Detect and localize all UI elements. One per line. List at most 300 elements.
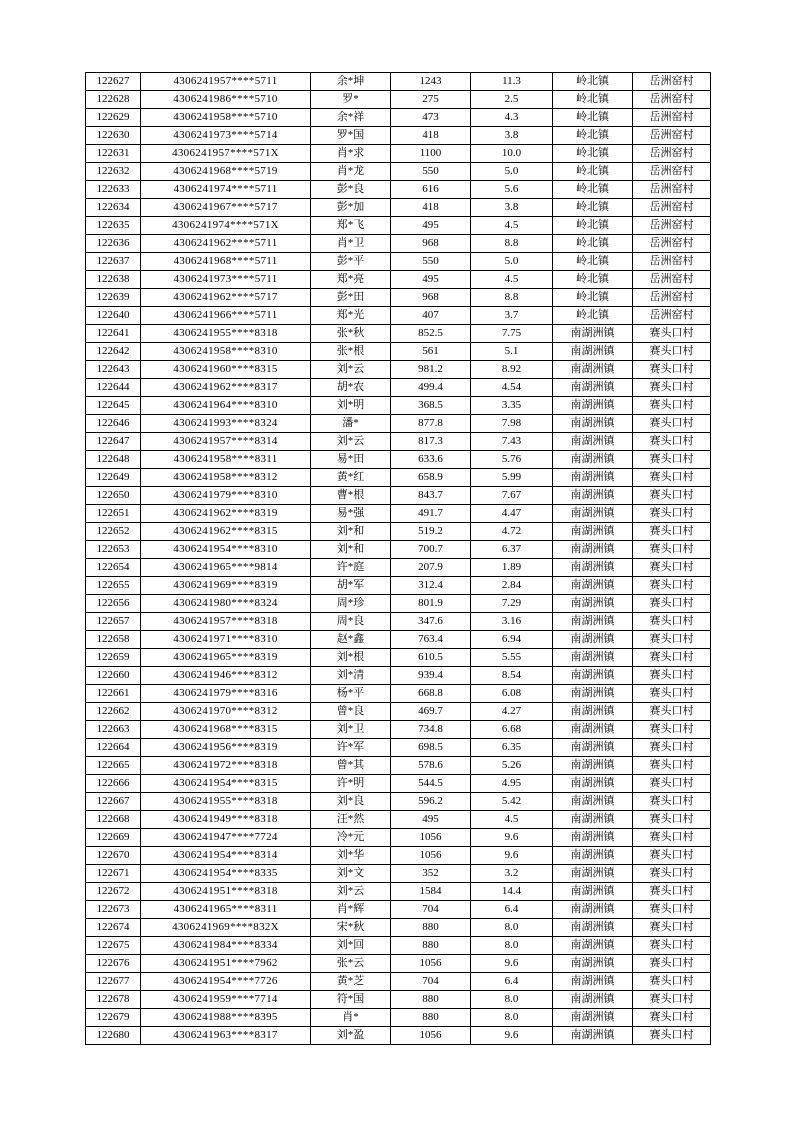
cell-sequence-number: 122666: [86, 775, 141, 793]
cell-town: 南湖洲镇: [553, 361, 633, 379]
cell-masked-id-number: 4306241971****8310: [141, 631, 311, 649]
cell-amount: 1100: [391, 145, 471, 163]
table-row: [86, 163, 711, 181]
table-row: [86, 793, 711, 811]
cell-town: 南湖洲镇: [553, 1027, 633, 1045]
cell-masked-id-number: 4306241957****8314: [141, 433, 311, 451]
cell-town: 南湖洲镇: [553, 577, 633, 595]
table-row: [86, 559, 711, 577]
cell-amount: 734.8: [391, 721, 471, 739]
cell-sequence-number: 122649: [86, 469, 141, 487]
cell-masked-id-number: 4306241974****5711: [141, 181, 311, 199]
table-row: [86, 1009, 711, 1027]
cell-village: 赛头口村: [633, 775, 711, 793]
cell-masked-id-number: 4306241968****8315: [141, 721, 311, 739]
table-row: [86, 811, 711, 829]
cell-area: 7.98: [471, 415, 553, 433]
cell-town: 南湖洲镇: [553, 1009, 633, 1027]
cell-village: 赛头口村: [633, 955, 711, 973]
table-row: [86, 109, 711, 127]
cell-masked-id-number: 4306241957****8318: [141, 613, 311, 631]
table-row: [86, 145, 711, 163]
cell-amount: 347.6: [391, 613, 471, 631]
cell-area: 4.72: [471, 523, 553, 541]
cell-masked-name: 彭*田: [311, 289, 391, 307]
cell-masked-name: 曾*良: [311, 703, 391, 721]
table-body: [86, 73, 711, 1045]
cell-amount: 801.9: [391, 595, 471, 613]
cell-area: 4.54: [471, 379, 553, 397]
cell-masked-id-number: 4306241965****9814: [141, 559, 311, 577]
table-row: [86, 613, 711, 631]
table-row: [86, 1027, 711, 1045]
cell-town: 南湖洲镇: [553, 973, 633, 991]
table-row: [86, 649, 711, 667]
cell-amount: 880: [391, 937, 471, 955]
cell-area: 5.6: [471, 181, 553, 199]
cell-sequence-number: 122678: [86, 991, 141, 1009]
cell-area: 4.5: [471, 271, 553, 289]
cell-amount: 561: [391, 343, 471, 361]
cell-masked-name: 易*强: [311, 505, 391, 523]
subsidy-roster-table: [85, 72, 711, 1045]
cell-masked-id-number: 4306241979****8310: [141, 487, 311, 505]
cell-masked-name: 刘*和: [311, 523, 391, 541]
cell-amount: 633.6: [391, 451, 471, 469]
cell-village: 赛头口村: [633, 883, 711, 901]
cell-village: 赛头口村: [633, 361, 711, 379]
table-row: [86, 937, 711, 955]
cell-masked-id-number: 4306241958****8310: [141, 343, 311, 361]
cell-village: 岳洲窑村: [633, 235, 711, 253]
cell-area: 9.6: [471, 1027, 553, 1045]
cell-area: 2.84: [471, 577, 553, 595]
cell-masked-id-number: 4306241962****8315: [141, 523, 311, 541]
cell-sequence-number: 122635: [86, 217, 141, 235]
cell-sequence-number: 122627: [86, 73, 141, 91]
cell-sequence-number: 122630: [86, 127, 141, 145]
cell-village: 赛头口村: [633, 505, 711, 523]
cell-masked-id-number: 4306241954****8314: [141, 847, 311, 865]
table-row: [86, 577, 711, 595]
cell-sequence-number: 122660: [86, 667, 141, 685]
cell-masked-id-number: 4306241979****8316: [141, 685, 311, 703]
cell-amount: 495: [391, 217, 471, 235]
cell-masked-id-number: 4306241954****8315: [141, 775, 311, 793]
cell-town: 南湖洲镇: [553, 955, 633, 973]
cell-masked-name: 赵*鑫: [311, 631, 391, 649]
cell-sequence-number: 122634: [86, 199, 141, 217]
cell-sequence-number: 122644: [86, 379, 141, 397]
cell-masked-id-number: 4306241965****8311: [141, 901, 311, 919]
cell-village: 赛头口村: [633, 613, 711, 631]
cell-village: 岳洲窑村: [633, 181, 711, 199]
cell-sequence-number: 122631: [86, 145, 141, 163]
cell-amount: 418: [391, 199, 471, 217]
cell-sequence-number: 122641: [86, 325, 141, 343]
cell-sequence-number: 122667: [86, 793, 141, 811]
table-row: [86, 505, 711, 523]
cell-amount: 578.6: [391, 757, 471, 775]
table-row: [86, 415, 711, 433]
cell-area: 4.3: [471, 109, 553, 127]
cell-sequence-number: 122639: [86, 289, 141, 307]
cell-area: 6.37: [471, 541, 553, 559]
cell-masked-name: 郑*光: [311, 307, 391, 325]
cell-amount: 610.5: [391, 649, 471, 667]
cell-masked-name: 刘*回: [311, 937, 391, 955]
cell-amount: 852.5: [391, 325, 471, 343]
cell-area: 4.5: [471, 217, 553, 235]
cell-village: 赛头口村: [633, 649, 711, 667]
cell-masked-name: 刘*云: [311, 433, 391, 451]
cell-town: 南湖洲镇: [553, 451, 633, 469]
cell-amount: 1056: [391, 1027, 471, 1045]
cell-sequence-number: 122675: [86, 937, 141, 955]
cell-masked-name: 刘*明: [311, 397, 391, 415]
cell-masked-id-number: 4306241946****8312: [141, 667, 311, 685]
cell-amount: 968: [391, 235, 471, 253]
cell-town: 南湖洲镇: [553, 721, 633, 739]
table-row: [86, 541, 711, 559]
cell-masked-id-number: 4306241951****8318: [141, 883, 311, 901]
cell-masked-id-number: 4306241973****5714: [141, 127, 311, 145]
cell-masked-name: 黄*红: [311, 469, 391, 487]
table-row: [86, 631, 711, 649]
cell-masked-id-number: 4306241960****8315: [141, 361, 311, 379]
cell-masked-id-number: 4306241958****5710: [141, 109, 311, 127]
table-row: [86, 73, 711, 91]
cell-area: 4.47: [471, 505, 553, 523]
cell-masked-id-number: 4306241949****8318: [141, 811, 311, 829]
cell-village: 赛头口村: [633, 451, 711, 469]
cell-sequence-number: 122655: [86, 577, 141, 595]
cell-town: 南湖洲镇: [553, 559, 633, 577]
cell-sequence-number: 122676: [86, 955, 141, 973]
cell-sequence-number: 122659: [86, 649, 141, 667]
cell-masked-id-number: 4306241968****5711: [141, 253, 311, 271]
cell-masked-name: 冷*元: [311, 829, 391, 847]
cell-town: 岭北镇: [553, 73, 633, 91]
cell-masked-id-number: 4306241993****8324: [141, 415, 311, 433]
table-row: [86, 307, 711, 325]
cell-masked-id-number: 4306241966****5711: [141, 307, 311, 325]
cell-town: 南湖洲镇: [553, 343, 633, 361]
cell-village: 赛头口村: [633, 1027, 711, 1045]
cell-area: 11.3: [471, 73, 553, 91]
cell-sequence-number: 122653: [86, 541, 141, 559]
table-row: [86, 199, 711, 217]
cell-masked-id-number: 4306241951****7962: [141, 955, 311, 973]
cell-masked-id-number: 4306241974****571X: [141, 217, 311, 235]
cell-masked-name: 彭*良: [311, 181, 391, 199]
cell-village: 岳洲窑村: [633, 73, 711, 91]
cell-village: 岳洲窑村: [633, 163, 711, 181]
cell-area: 4.95: [471, 775, 553, 793]
cell-area: 6.08: [471, 685, 553, 703]
table-row: [86, 361, 711, 379]
cell-area: 6.94: [471, 631, 553, 649]
cell-masked-name: 刘*良: [311, 793, 391, 811]
cell-village: 赛头口村: [633, 703, 711, 721]
cell-masked-id-number: 4306241965****8319: [141, 649, 311, 667]
cell-masked-name: 曾*其: [311, 757, 391, 775]
cell-town: 岭北镇: [553, 217, 633, 235]
cell-sequence-number: 122628: [86, 91, 141, 109]
table-row: [86, 397, 711, 415]
cell-area: 5.55: [471, 649, 553, 667]
cell-area: 7.29: [471, 595, 553, 613]
cell-masked-name: 肖*辉: [311, 901, 391, 919]
cell-masked-id-number: 4306241967****5717: [141, 199, 311, 217]
cell-town: 南湖洲镇: [553, 937, 633, 955]
cell-area: 6.4: [471, 973, 553, 991]
cell-masked-name: 彭*平: [311, 253, 391, 271]
cell-amount: 763.4: [391, 631, 471, 649]
cell-town: 南湖洲镇: [553, 775, 633, 793]
cell-sequence-number: 122668: [86, 811, 141, 829]
cell-village: 岳洲窑村: [633, 127, 711, 145]
cell-sequence-number: 122646: [86, 415, 141, 433]
cell-village: 赛头口村: [633, 991, 711, 1009]
cell-village: 赛头口村: [633, 721, 711, 739]
table-row: [86, 703, 711, 721]
cell-town: 南湖洲镇: [553, 523, 633, 541]
table-row: [86, 829, 711, 847]
cell-area: 8.8: [471, 235, 553, 253]
cell-area: 9.6: [471, 829, 553, 847]
cell-area: 7.75: [471, 325, 553, 343]
cell-amount: 616: [391, 181, 471, 199]
cell-amount: 312.4: [391, 577, 471, 595]
cell-area: 4.27: [471, 703, 553, 721]
cell-area: 9.6: [471, 847, 553, 865]
cell-masked-name: 郑*飞: [311, 217, 391, 235]
cell-town: 岭北镇: [553, 271, 633, 289]
cell-area: 3.35: [471, 397, 553, 415]
cell-town: 岭北镇: [553, 253, 633, 271]
cell-town: 南湖洲镇: [553, 739, 633, 757]
cell-town: 南湖洲镇: [553, 433, 633, 451]
cell-area: 14.4: [471, 883, 553, 901]
cell-amount: 275: [391, 91, 471, 109]
cell-masked-id-number: 4306241963****8317: [141, 1027, 311, 1045]
cell-masked-id-number: 4306241962****5717: [141, 289, 311, 307]
cell-amount: 352: [391, 865, 471, 883]
table-row: [86, 271, 711, 289]
cell-village: 赛头口村: [633, 811, 711, 829]
cell-masked-id-number: 4306241962****8319: [141, 505, 311, 523]
cell-town: 岭北镇: [553, 91, 633, 109]
cell-village: 赛头口村: [633, 379, 711, 397]
table-row: [86, 217, 711, 235]
cell-masked-name: 刘*盈: [311, 1027, 391, 1045]
cell-sequence-number: 122651: [86, 505, 141, 523]
cell-town: 岭北镇: [553, 145, 633, 163]
cell-masked-name: 刘*文: [311, 865, 391, 883]
table-row: [86, 523, 711, 541]
cell-village: 赛头口村: [633, 469, 711, 487]
cell-masked-id-number: 4306241972****8318: [141, 757, 311, 775]
cell-amount: 418: [391, 127, 471, 145]
cell-amount: 491.7: [391, 505, 471, 523]
cell-amount: 1056: [391, 829, 471, 847]
cell-masked-name: 许*庭: [311, 559, 391, 577]
cell-masked-id-number: 4306241954****7726: [141, 973, 311, 991]
table-row: [86, 991, 711, 1009]
cell-amount: 843.7: [391, 487, 471, 505]
cell-amount: 473: [391, 109, 471, 127]
cell-village: 岳洲窑村: [633, 217, 711, 235]
cell-village: 赛头口村: [633, 901, 711, 919]
table-row: [86, 253, 711, 271]
cell-town: 南湖洲镇: [553, 541, 633, 559]
cell-village: 赛头口村: [633, 685, 711, 703]
cell-town: 岭北镇: [553, 181, 633, 199]
cell-masked-name: 周*良: [311, 613, 391, 631]
cell-town: 南湖洲镇: [553, 919, 633, 937]
cell-masked-name: 刘*清: [311, 667, 391, 685]
cell-amount: 880: [391, 991, 471, 1009]
cell-village: 赛头口村: [633, 973, 711, 991]
cell-town: 南湖洲镇: [553, 829, 633, 847]
cell-area: 5.26: [471, 757, 553, 775]
cell-amount: 880: [391, 919, 471, 937]
cell-masked-name: 肖*: [311, 1009, 391, 1027]
cell-village: 岳洲窑村: [633, 271, 711, 289]
cell-village: 赛头口村: [633, 523, 711, 541]
cell-masked-id-number: 4306241956****8319: [141, 739, 311, 757]
table-row: [86, 955, 711, 973]
cell-sequence-number: 122642: [86, 343, 141, 361]
cell-masked-name: 刘*卫: [311, 721, 391, 739]
cell-masked-name: 宋*秋: [311, 919, 391, 937]
cell-town: 岭北镇: [553, 235, 633, 253]
cell-town: 南湖洲镇: [553, 631, 633, 649]
cell-masked-name: 肖*龙: [311, 163, 391, 181]
cell-area: 5.0: [471, 253, 553, 271]
cell-sequence-number: 122663: [86, 721, 141, 739]
cell-masked-id-number: 4306241962****5711: [141, 235, 311, 253]
cell-area: 5.99: [471, 469, 553, 487]
cell-village: 赛头口村: [633, 631, 711, 649]
cell-amount: 519.2: [391, 523, 471, 541]
cell-area: 8.8: [471, 289, 553, 307]
cell-amount: 596.2: [391, 793, 471, 811]
cell-sequence-number: 122656: [86, 595, 141, 613]
table-row: [86, 181, 711, 199]
cell-masked-name: 胡*农: [311, 379, 391, 397]
cell-masked-id-number: 4306241957****571X: [141, 145, 311, 163]
cell-amount: 880: [391, 1009, 471, 1027]
table-row: [86, 91, 711, 109]
cell-town: 南湖洲镇: [553, 379, 633, 397]
cell-masked-name: 刘*根: [311, 649, 391, 667]
cell-town: 南湖洲镇: [553, 847, 633, 865]
cell-amount: 877.8: [391, 415, 471, 433]
cell-village: 岳洲窑村: [633, 253, 711, 271]
cell-town: 南湖洲镇: [553, 505, 633, 523]
cell-village: 赛头口村: [633, 415, 711, 433]
cell-area: 3.2: [471, 865, 553, 883]
cell-area: 4.5: [471, 811, 553, 829]
cell-town: 南湖洲镇: [553, 685, 633, 703]
cell-area: 8.54: [471, 667, 553, 685]
table-row: [86, 127, 711, 145]
cell-masked-id-number: 4306241969****8319: [141, 577, 311, 595]
cell-sequence-number: 122657: [86, 613, 141, 631]
table-row: [86, 739, 711, 757]
cell-area: 5.76: [471, 451, 553, 469]
cell-area: 8.0: [471, 937, 553, 955]
cell-masked-name: 张*秋: [311, 325, 391, 343]
cell-sequence-number: 122679: [86, 1009, 141, 1027]
cell-masked-id-number: 4306241957****5711: [141, 73, 311, 91]
cell-amount: 968: [391, 289, 471, 307]
cell-amount: 981.2: [391, 361, 471, 379]
cell-amount: 550: [391, 163, 471, 181]
cell-masked-name: 肖*求: [311, 145, 391, 163]
cell-sequence-number: 122654: [86, 559, 141, 577]
cell-sequence-number: 122647: [86, 433, 141, 451]
cell-masked-id-number: 4306241973****5711: [141, 271, 311, 289]
cell-village: 赛头口村: [633, 541, 711, 559]
table-row: [86, 919, 711, 937]
cell-town: 岭北镇: [553, 199, 633, 217]
cell-masked-name: 肖*卫: [311, 235, 391, 253]
cell-sequence-number: 122677: [86, 973, 141, 991]
cell-town: 南湖洲镇: [553, 397, 633, 415]
cell-amount: 658.9: [391, 469, 471, 487]
cell-area: 6.68: [471, 721, 553, 739]
cell-sequence-number: 122673: [86, 901, 141, 919]
cell-amount: 407: [391, 307, 471, 325]
table-row: [86, 667, 711, 685]
cell-sequence-number: 122632: [86, 163, 141, 181]
cell-sequence-number: 122636: [86, 235, 141, 253]
cell-sequence-number: 122674: [86, 919, 141, 937]
cell-area: 7.67: [471, 487, 553, 505]
cell-amount: 368.5: [391, 397, 471, 415]
cell-sequence-number: 122648: [86, 451, 141, 469]
cell-masked-id-number: 4306241958****8311: [141, 451, 311, 469]
cell-amount: 1584: [391, 883, 471, 901]
table-row: [86, 469, 711, 487]
table-row: [86, 433, 711, 451]
cell-sequence-number: 122662: [86, 703, 141, 721]
cell-sequence-number: 122633: [86, 181, 141, 199]
cell-amount: 495: [391, 811, 471, 829]
table-row: [86, 757, 711, 775]
cell-sequence-number: 122650: [86, 487, 141, 505]
cell-masked-name: 潘*: [311, 415, 391, 433]
cell-sequence-number: 122661: [86, 685, 141, 703]
cell-sequence-number: 122670: [86, 847, 141, 865]
cell-amount: 1056: [391, 955, 471, 973]
cell-town: 岭北镇: [553, 307, 633, 325]
table-row: [86, 379, 711, 397]
cell-town: 南湖洲镇: [553, 667, 633, 685]
cell-masked-name: 黄*芝: [311, 973, 391, 991]
cell-town: 南湖洲镇: [553, 757, 633, 775]
cell-area: 3.8: [471, 127, 553, 145]
cell-town: 南湖洲镇: [553, 415, 633, 433]
table-row: [86, 973, 711, 991]
cell-village: 赛头口村: [633, 595, 711, 613]
cell-area: 3.7: [471, 307, 553, 325]
cell-masked-id-number: 4306241984****8334: [141, 937, 311, 955]
cell-masked-name: 易*田: [311, 451, 391, 469]
